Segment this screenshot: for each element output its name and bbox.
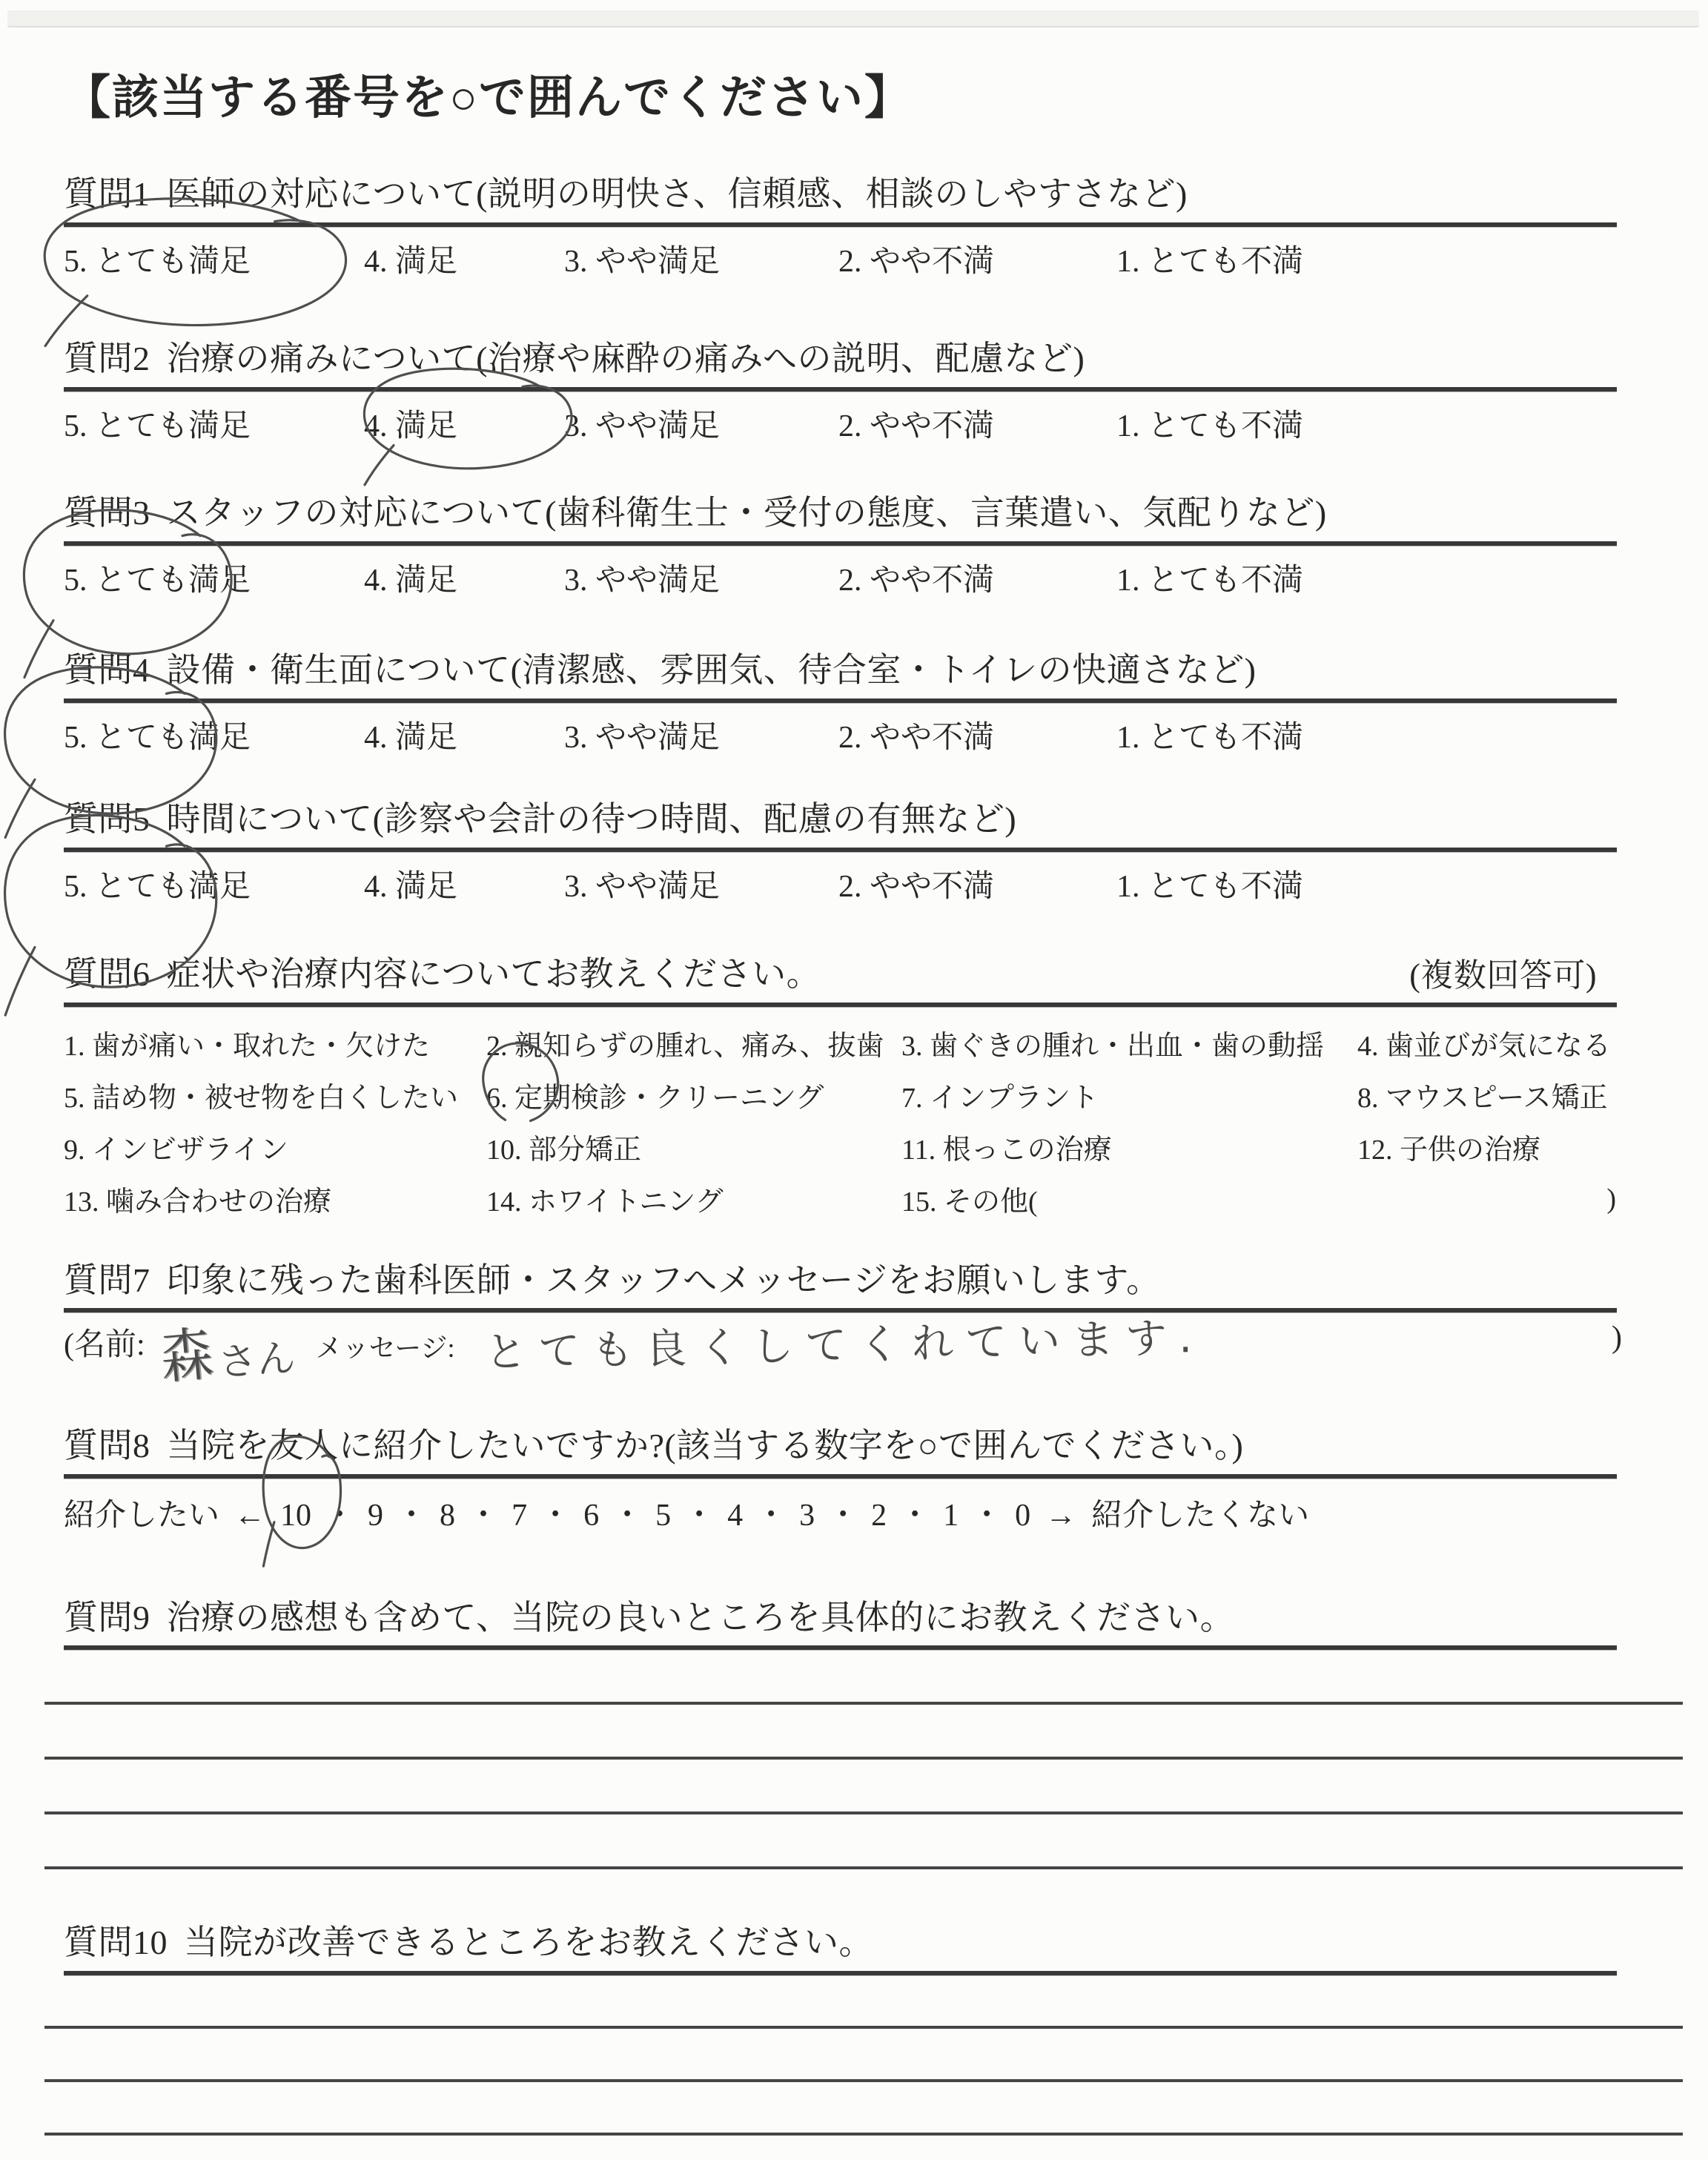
option-label: 5. とても満足	[64, 720, 251, 755]
question-9-title	[64, 1596, 1668, 1639]
option-label: 4. 満足	[364, 869, 458, 904]
scale-right-label: 紹介したくない	[1091, 1498, 1310, 1533]
q5-option-5-very-satisfied	[64, 868, 364, 907]
q4-option-2-somewhat-dissatisfied	[838, 719, 1116, 758]
question-3-text: スタッフの対応について(歯科衛生士・受付の態度、言葉遣い、気配りなど)	[166, 494, 1327, 532]
q5-option-4-satisfied	[364, 868, 564, 907]
question-4-title	[64, 649, 1668, 692]
blank-answer-line	[44, 1650, 1683, 1705]
blank-answer-line	[44, 1760, 1683, 1814]
scale-0	[1015, 1498, 1030, 1533]
question-1-label: 質問1	[64, 175, 150, 214]
q1-option-3-somewhat-satisfied	[564, 242, 838, 282]
question-2-text: 治療の痛みについて(治療や麻酔の痛みへの説明、配慮など)	[166, 340, 1085, 378]
scale-4	[727, 1498, 743, 1533]
blank-answer-line	[44, 1975, 1683, 2029]
option-label: 2. やや不満	[838, 409, 995, 443]
q3-option-5-very-satisfied	[64, 561, 364, 601]
q1-option-4-satisfied	[364, 242, 564, 282]
option-label: 2. やや不満	[838, 869, 995, 904]
question-6-label: 質問6	[64, 955, 150, 994]
option-label: 1. とても不満	[1116, 869, 1304, 904]
handwritten-message: とても良くしてくれています.	[484, 1314, 1204, 1378]
scale-number: 1	[943, 1498, 959, 1533]
q6-option-13	[64, 1178, 486, 1219]
scale-dot: ・	[612, 1498, 643, 1533]
question-4-options	[64, 703, 1668, 758]
scale-number: 7	[512, 1498, 528, 1533]
question-block-5	[64, 798, 1668, 906]
scale-dot: ・	[971, 1498, 1003, 1533]
question-10-title	[64, 1921, 1668, 1964]
scale-dot: ・	[683, 1498, 715, 1533]
q6-option-14	[486, 1178, 901, 1219]
option-label: 1. 歯が痛い・取れた・欠けた	[64, 1031, 431, 1063]
scale-number: 4	[727, 1498, 744, 1533]
question-2-label: 質問2	[64, 340, 150, 378]
question-1-title	[64, 173, 1668, 216]
option-label: 14. ホワイトニング	[486, 1186, 724, 1218]
q2-option-1-very-dissatisfied	[1116, 407, 1303, 446]
question-8-text: 当院を友人に紹介したいですか?(該当する数字を○で囲んでください。)	[166, 1427, 1244, 1465]
q3-option-3-somewhat-satisfied	[564, 561, 838, 601]
q2-option-4-satisfied	[364, 407, 564, 446]
scale-7	[512, 1498, 527, 1533]
question-3-label: 質問3	[64, 494, 150, 532]
question-1-text: 医師の対応について(説明の明快さ、信頼感、相談のしやすさなど)	[166, 175, 1188, 214]
q4-option-4-satisfied	[364, 719, 564, 758]
blank-answer-line	[44, 2029, 1683, 2082]
question-4-text: 設備・衛生面について(清潔感、雰囲気、待合室・トイレの快適さなど)	[166, 651, 1257, 690]
right-arrow-icon: →	[1045, 1498, 1077, 1533]
option-label: 3. やや満足	[564, 869, 721, 904]
scale-dot: ・	[468, 1498, 500, 1533]
scale-5	[655, 1498, 671, 1533]
q6-option-12	[1357, 1126, 1668, 1167]
nps-scale-row	[64, 1479, 1668, 1535]
scale-1	[943, 1498, 959, 1533]
scale-number: 10	[280, 1498, 312, 1533]
question-7-title	[64, 1259, 1668, 1302]
option-label: 15. その他(	[901, 1186, 1038, 1218]
option-label: 5. とても満足	[64, 409, 251, 443]
scale-number: 6	[583, 1498, 600, 1533]
q5-option-1-very-dissatisfied	[1116, 868, 1303, 907]
q6-option-7	[901, 1074, 1357, 1115]
option-label: 12. 子供の治療	[1357, 1135, 1541, 1166]
question-2-options	[64, 392, 1668, 446]
scale-2	[871, 1498, 887, 1533]
option-label: 6. 定期検診・クリーニング	[486, 1083, 824, 1114]
question-9-label: 質問9	[64, 1598, 150, 1636]
q6-option-3	[901, 1023, 1357, 1063]
option-label: 1. とても不満	[1116, 720, 1304, 755]
option-label: 1. とても不満	[1116, 563, 1304, 598]
question-block-10	[64, 1921, 1668, 2160]
option-label: 4. 満足	[364, 244, 458, 279]
q2-option-3-somewhat-satisfied	[564, 407, 838, 446]
q2-option-5-very-satisfied	[64, 407, 364, 446]
scale-8	[440, 1498, 455, 1533]
blank-answer-line	[44, 1705, 1683, 1760]
scale-number: 5	[655, 1498, 672, 1533]
question-8-label: 質問8	[64, 1427, 150, 1465]
option-label: 5. とても満足	[64, 244, 251, 279]
question-block-6	[64, 953, 1668, 1225]
q1-option-5-very-satisfied	[64, 242, 364, 282]
option-label: 5. とても満足	[64, 563, 251, 598]
scale-number: 3	[799, 1498, 815, 1533]
scale-3	[799, 1498, 815, 1533]
q2-option-2-somewhat-dissatisfied	[838, 407, 1116, 446]
q6-option-10	[486, 1126, 901, 1167]
scale-dot: ・	[827, 1498, 859, 1533]
q6-option-11	[901, 1126, 1357, 1167]
q1-option-1-very-dissatisfied	[1116, 242, 1303, 282]
blank-answer-line	[44, 2082, 1683, 2136]
option-label: 4. 満足	[364, 409, 458, 443]
close-paren: )	[1612, 1321, 1622, 1355]
question-9-answer-lines	[44, 1650, 1683, 1869]
option-label: 9. インビザライン	[64, 1135, 288, 1166]
scale-6	[583, 1498, 599, 1533]
handwritten-honorific: さん	[216, 1335, 297, 1386]
question-block-7	[64, 1259, 1668, 1393]
question-1-options	[64, 227, 1668, 282]
option-label: 8. マウスピース矯正	[1357, 1083, 1608, 1114]
option-label: 3. やや満足	[564, 720, 721, 755]
option-label: 4. 歯並びが気になる	[1357, 1031, 1612, 1063]
scale-9	[368, 1498, 383, 1533]
q3-option-2-somewhat-dissatisfied	[838, 561, 1116, 601]
q6-other-close-paren	[1357, 1183, 1668, 1215]
scale-number: 9	[368, 1498, 384, 1533]
question-10-text: 当院が改善できるところをお教えください。	[184, 1923, 873, 1962]
q6-option-5	[64, 1074, 486, 1115]
question-10-answer-lines	[44, 1975, 1683, 2160]
option-label: 2. やや不満	[838, 720, 995, 755]
message-label: メッセージ:	[315, 1333, 455, 1364]
option-label: 7. インプラント	[901, 1083, 1099, 1114]
close-paren: )	[1606, 1183, 1616, 1215]
q6-option-4	[1357, 1023, 1668, 1063]
option-label: 5. とても満足	[64, 869, 251, 904]
q3-option-4-satisfied	[364, 561, 564, 601]
option-label: 3. やや満足	[564, 409, 721, 443]
blank-answer-line	[44, 2136, 1683, 2160]
option-label: 1. とても不満	[1116, 244, 1304, 279]
q1-option-2-somewhat-dissatisfied	[838, 242, 1116, 282]
question-4-label: 質問4	[64, 651, 150, 690]
left-arrow-icon: ←	[234, 1498, 266, 1533]
q6-option-9	[64, 1126, 486, 1167]
question-block-8	[64, 1424, 1668, 1535]
scale-dot: ・	[396, 1498, 428, 1533]
q4-option-3-somewhat-satisfied	[564, 719, 838, 758]
q6-option-15-other	[901, 1178, 1357, 1219]
q5-option-3-somewhat-satisfied	[564, 868, 838, 907]
question-block-4	[64, 649, 1668, 757]
question-block-9	[64, 1596, 1668, 1870]
question-6-options	[64, 1007, 1668, 1225]
option-label: 4. 満足	[364, 563, 458, 598]
question-7-answer-row	[64, 1312, 1668, 1393]
question-5-text: 時間について(診察や会計の待つ時間、配慮の有無など)	[166, 800, 1017, 839]
question-block-3	[64, 492, 1668, 600]
handwritten-name: 森	[157, 1320, 216, 1393]
q6-option-8	[1357, 1074, 1668, 1115]
scale-10	[280, 1498, 311, 1533]
scale-number: 0	[1015, 1498, 1031, 1533]
option-label: 1. とても不満	[1116, 409, 1304, 443]
q6-option-1	[64, 1023, 486, 1063]
option-label: 3. やや満足	[564, 244, 721, 279]
question-7-label: 質問7	[64, 1261, 150, 1299]
q3-option-1-very-dissatisfied	[1116, 561, 1303, 601]
option-label: 11. 根っこの治療	[901, 1135, 1112, 1166]
option-label: 2. 親知らずの腫れ、痛み、抜歯	[486, 1031, 884, 1063]
blank-answer-line	[44, 1814, 1683, 1869]
question-8-title	[64, 1424, 1668, 1467]
option-label: 13. 噛み合わせの治療	[64, 1186, 332, 1218]
option-label: 2. やや不満	[838, 244, 995, 279]
scale-dot: ・	[324, 1498, 356, 1533]
q5-option-2-somewhat-dissatisfied	[838, 868, 1116, 907]
scale-left-label: 紹介したい	[64, 1498, 220, 1533]
question-9-text: 治療の感想も含めて、当院の良いところを具体的にお教えください。	[166, 1598, 1235, 1636]
q4-option-1-very-dissatisfied	[1116, 719, 1303, 758]
question-6-text: 症状や治療内容についてお教えください。	[166, 955, 821, 994]
question-block-1	[64, 173, 1668, 281]
scan-artifact-strip	[7, 10, 1699, 27]
instruction-title: 【該当する番号を○で囲んでください】	[64, 72, 913, 124]
question-7-text: 印象に残った歯科医師・スタッフへメッセージをお願いします。	[166, 1261, 1161, 1299]
multiple-answers-note: (複数回答可)	[1409, 957, 1597, 994]
option-label: 4. 満足	[364, 720, 458, 755]
question-2-title	[64, 337, 1668, 380]
option-label: 2. やや不満	[838, 563, 995, 598]
q6-option-6	[486, 1074, 901, 1115]
question-5-options	[64, 852, 1668, 907]
q4-option-5-very-satisfied	[64, 719, 364, 758]
question-5-label: 質問5	[64, 800, 150, 839]
question-3-title	[64, 492, 1668, 535]
name-label: (名前:	[64, 1328, 145, 1363]
option-label: 3. 歯ぐきの腫れ・出血・歯の動揺	[901, 1031, 1325, 1063]
q6-option-2	[486, 1023, 901, 1063]
question-5-title	[64, 798, 1668, 841]
question-3-options	[64, 546, 1668, 601]
question-6-title	[64, 953, 1668, 996]
question-10-label: 質問10	[64, 1923, 168, 1962]
scale-dot: ・	[540, 1498, 572, 1533]
scale-dot: ・	[755, 1498, 787, 1533]
question-block-2	[64, 337, 1668, 446]
option-label: 3. やや満足	[564, 563, 721, 598]
scale-number: 2	[871, 1498, 887, 1533]
option-label: 10. 部分矯正	[486, 1135, 642, 1166]
scale-dot: ・	[899, 1498, 931, 1533]
option-label: 5. 詰め物・被せ物を白くしたい	[64, 1083, 459, 1114]
scale-number: 8	[440, 1498, 456, 1533]
